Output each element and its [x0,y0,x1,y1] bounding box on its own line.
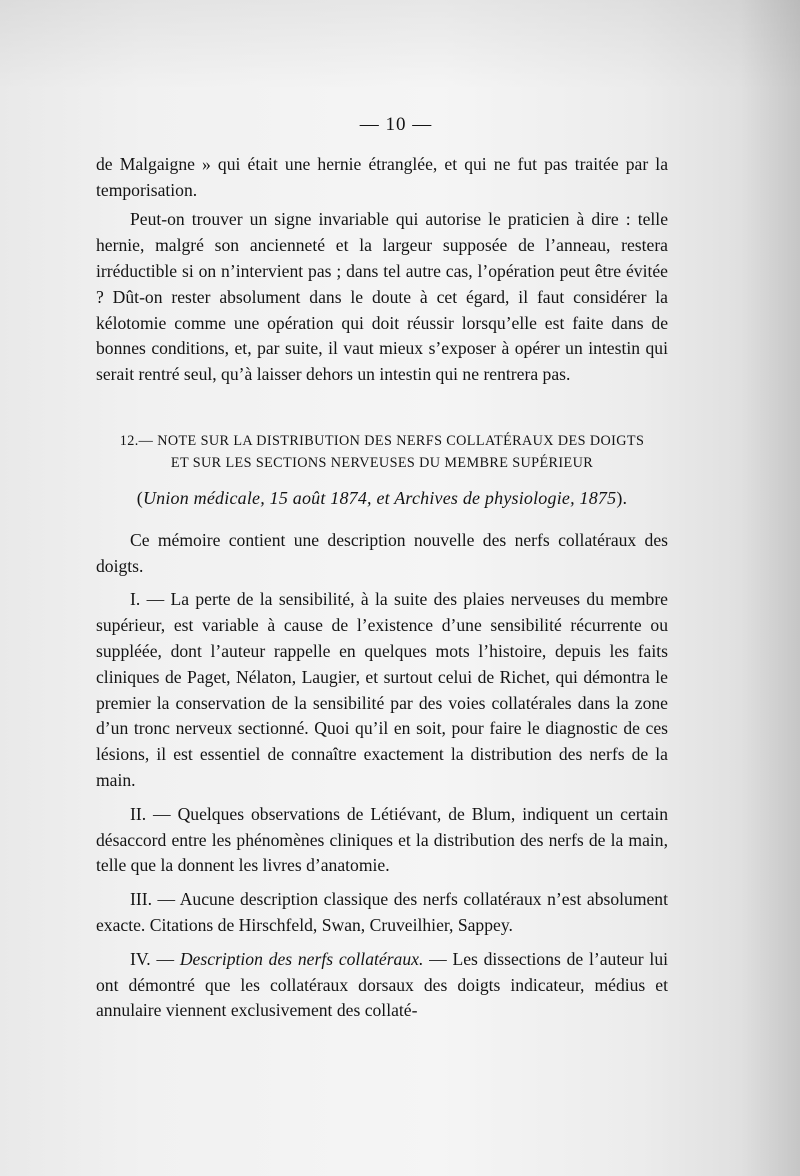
paragraph-iii: III. — Aucune description classique des nerfs collatéraux n’est absolument exacte. Citations de Hirschfeld, Swan, Cruveilhier, Sappey. [96,889,668,935]
section-spacer [96,392,668,430]
citation-open: ( [136,487,143,508]
scan-shadow-right [740,0,800,1176]
paragraph-iv [96,947,668,1024]
section-heading-line2: ET SUR LES SECTIONS NERVEUSES DU MEMBRE SUPÉRIEUR [170,454,594,471]
citation-journal-1: Union médicale [142,487,261,508]
paragraph-continuation: de Malgaigne » qui était une hernie étranglée, et qui ne fut pas traitée par la temporisation. [96,153,668,200]
scan-shadow-top [0,0,800,90]
citation-date-1: 15 août 1874 [269,487,368,508]
citation-connector: et [376,487,390,508]
paragraph-ii: II. — Quelques observations de Létiévant, de Blum, indiquent un certain désaccord entre les phénomènes cliniques et la distribution des nerfs de la main, telle que la donnent les livres d’anatomie. [96,803,668,876]
section-heading-line1: 12.— NOTE SUR LA DISTRIBUTION DES NERFS COLLATÉRAUX DES DOIGTS [119,432,645,449]
paragraph-intro: Ce mémoire contient une description nouvelle des nerfs collatéraux des doigts. [96,529,668,576]
citation-date-2: 1875 [579,487,617,508]
paragraph-iv-label: IV. — [130,948,175,969]
section-citation: (Union médicale, 15 août 1874, et Archives de physiologie, 1875). [136,487,628,508]
paragraph-iv-title: Description des nerfs collatéraux. [179,948,424,969]
paragraph-i: I. — La perte de la sensibilité, à la suite des plaies nerveuses du membre supérieur, est variable à cause de l’existence d’une sensibilité récurrente ou suppléée, dont l’auteur rappelle en quelques mots l’histoire, depuis les faits cliniques de Paget, Nélaton, Laugier, et surtout celui de Richet, qui démontra le premier la conservation de la sensibilité par des voies collatérales dans la zone d’un tronc nerveux sectionné. Quoi qu’il en soit, pour faire le diagnostic de ces lésions, il est essentiel de connaître exactement la distribution des nerfs de la main. [96,589,668,790]
citation-journal-2: Archives de physiologie [394,487,571,508]
document-page [96,112,668,1028]
page-number: — 10 — [359,114,433,135]
paragraph-iv-text: — Les dissections de l’auteur lui ont démontré que les collatéraux dorsaux des doigts indicateur, médius et annulaire viennent exclusivement des collaté- [96,948,668,1021]
citation-close: ). [616,487,628,508]
paragraph-kelotomie: Peut-on trouver un signe invariable qui autorise le praticien à dire : telle hernie, malgré son ancienneté et la largeur supposée de l’anneau, restera irréductible si on n’intervient pas ; dans tel autre cas, l’opération peut être évitée ? Dût-on rester absolument dans le doute à cet égard, il faut considérer la kélotomie comme une opération qui doit réussir lorsqu’elle est faite dans de bonnes conditions, et, par suite, il vaut mieux s’exposer à opérer un intestin qui serait rentré seul, qu’à laisser dehors un intestin qui ne rentrera pas. [96,209,668,385]
